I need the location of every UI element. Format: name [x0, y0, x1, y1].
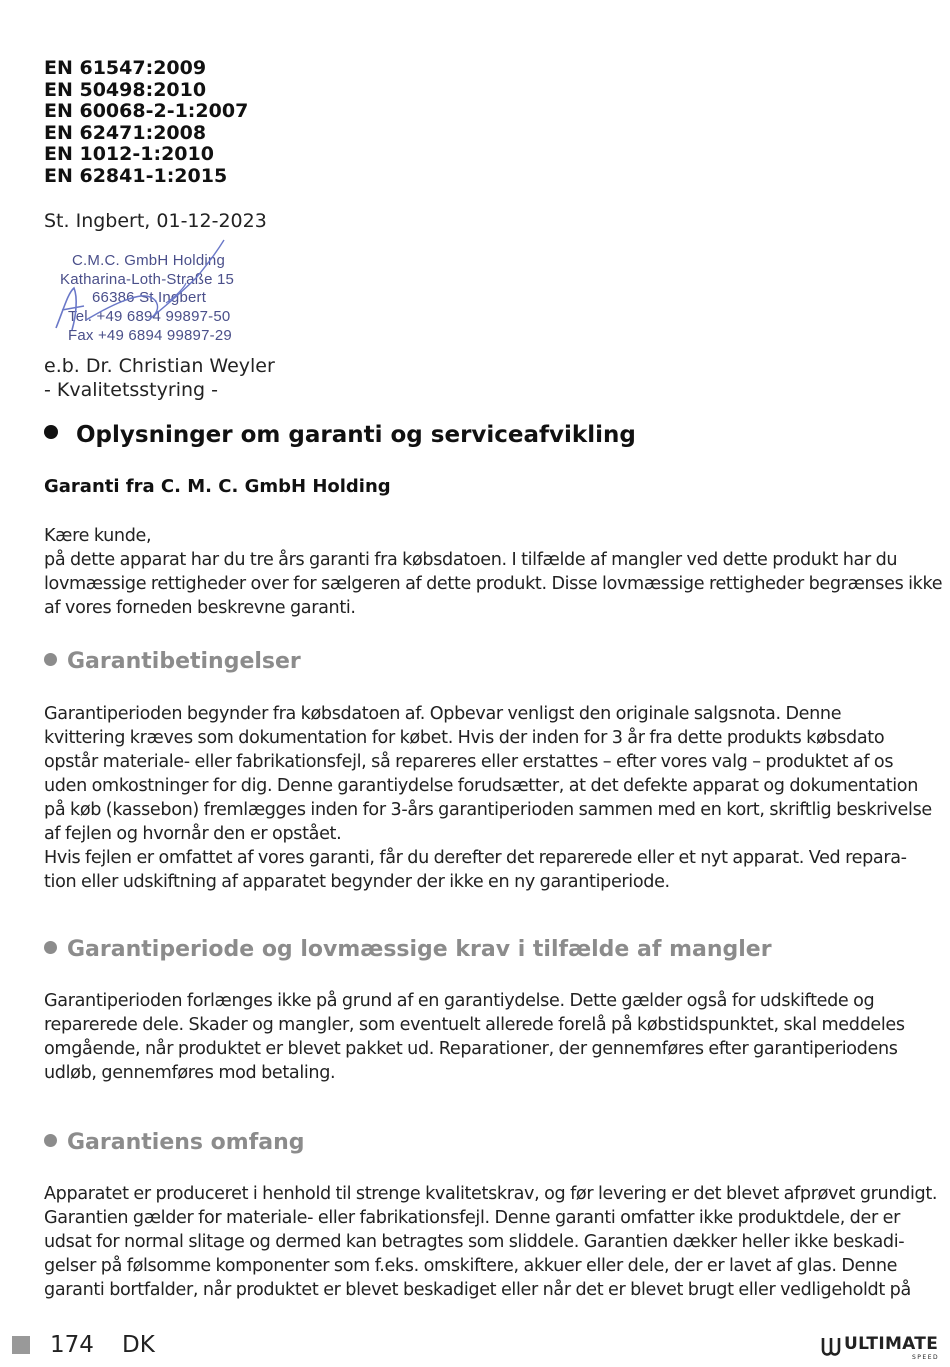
text-line: Hvis fejlen er omfattet af vores garanti, får du derefter det reparerede eller et nyt apparat. Ved repara-	[44, 848, 907, 868]
company-stamp	[46, 238, 286, 348]
bullet-icon	[44, 425, 58, 439]
standard-item: EN 1012-1:2010	[44, 143, 214, 165]
subtitle: Garanti fra C. M. C. GmbH Holding	[44, 476, 391, 497]
text-line: tion eller udskiftning af apparatet begynder der ikke en ny garantiperiode.	[44, 872, 670, 892]
standard-item: EN 61547:2009	[44, 57, 207, 79]
standard-item: EN 60068-2-1:2007	[44, 100, 249, 122]
standard-item: EN 50498:2010	[44, 78, 207, 101]
section-paragraph	[44, 989, 924, 1085]
section-heading	[44, 649, 301, 674]
section-heading	[44, 1130, 305, 1155]
signer-name: e.b. Dr. Christian Weyler	[44, 355, 275, 377]
section-heading-text: Garantibetingelser	[67, 649, 301, 674]
brand-logo	[820, 1334, 942, 1364]
text-line: udløb, gennemføres mod betaling.	[44, 1063, 336, 1083]
text-line: på dette apparat har du tre års garanti fra købsdatoen. I tilfælde af mangler ved dette produkt har du	[44, 550, 898, 570]
section-paragraph	[44, 702, 932, 894]
text-line: Garantien gælder for materiale- eller fabrikationsfejl. Denne garanti omfatter ikke produktdele, der er	[44, 1208, 900, 1228]
logo-text: ULTIMATE	[844, 1334, 939, 1354]
section-title	[44, 422, 636, 448]
language-code: DK	[122, 1332, 155, 1358]
standard-item: EN 62841-1:2015	[44, 164, 228, 187]
text-line: af fejlen og hvornår den er opstået.	[44, 824, 342, 844]
text-line: Garantiperioden begynder fra købsdatoen af. Opbevar venligst den originale salgsnota. Denne	[44, 704, 842, 724]
signature-icon	[46, 238, 286, 348]
text-line: Garantiperioden forlænges ikke på grund af en garantiydelse. Dette gælder også for udskiftede og	[44, 991, 875, 1011]
section-heading-text: Garantiperiode og lovmæssige krav i tilfælde af mangler	[67, 937, 772, 962]
text-line: lovmæssige rettigheder over for sælgeren af dette produkt. Disse lovmæssige rettigheder begrænses ikke	[44, 574, 943, 594]
footer-marker	[12, 1336, 30, 1354]
stamp-line: Katharina-Loth-Straße 15	[60, 271, 235, 288]
stamp-line: Fax +49 6894 99897-29	[68, 327, 232, 344]
standards-list	[44, 58, 248, 187]
bullet-icon	[44, 653, 57, 666]
text-line: gelser på følsomme komponenter som f.eks. omskiftere, akkuer eller dele, der er lavet af glas. Denne	[44, 1256, 898, 1276]
text-line: Kære kunde,	[44, 526, 152, 546]
stamp-line: 66386 St.Ingbert	[92, 289, 207, 306]
text-line: omgående, når produktet er blevet pakket ud. Reparationer, der gennemføres efter garantiperiodens	[44, 1039, 898, 1059]
section-paragraph	[44, 1182, 938, 1302]
text-line: opstår materiale- eller fabrikationsfejl, så repareres eller erstattes – efter vores valg – produktet af os	[44, 752, 894, 772]
text-line: Apparatet er produceret i henhold til strenge kvalitetskrav, og før levering er det blevet afprøvet grundigt.	[44, 1184, 938, 1204]
section-title-text: Oplysninger om garanti og serviceafvikling	[76, 422, 636, 448]
place-date: St. Ingbert, 01-12-2023	[44, 210, 267, 232]
logo-subtext: SPEED	[912, 1354, 940, 1361]
section-heading	[44, 937, 772, 962]
logo-mark-icon	[820, 1334, 842, 1358]
bullet-icon	[44, 1134, 57, 1147]
text-line: på køb (kassebon) fremlægges inden for 3-års garantiperioden sammen med en kort, skriftlig beskrivelse	[44, 800, 932, 820]
text-line: kvittering kræves som dokumentation for købet. Hvis der inden for 3 år fra dette produkts købsdato	[44, 728, 885, 748]
standard-item: EN 62471:2008	[44, 121, 207, 144]
bullet-icon	[44, 941, 57, 954]
stamp-line: C.M.C. GmbH Holding	[72, 252, 226, 269]
stamp-line: Tel. +49 6894 99897-50	[68, 308, 231, 325]
signer-block	[44, 354, 275, 402]
signer-role: - Kvalitetsstyring -	[44, 379, 218, 401]
text-line: af vores forneden beskrevne garanti.	[44, 598, 356, 618]
intro-paragraph	[44, 524, 943, 620]
text-line: garanti bortfalder, når produktet er blevet beskadiget eller når det er blevet brugt eller vedligeholdt på	[44, 1280, 911, 1300]
text-line: udsat for normal slitage og dermed kan betragtes som sliddele. Garantien dækker heller ikke beskadi-	[44, 1232, 905, 1252]
text-line: uden omkostninger for dig. Denne garantiydelse forudsætter, at det defekte apparat og dokumentation	[44, 776, 919, 796]
page-number: 174	[50, 1332, 94, 1358]
text-line: reparerede dele. Skader og mangler, som eventuelt allerede forelå på købstidspunktet, skal meddeles	[44, 1015, 905, 1035]
section-heading-text: Garantiens omfang	[67, 1130, 305, 1155]
